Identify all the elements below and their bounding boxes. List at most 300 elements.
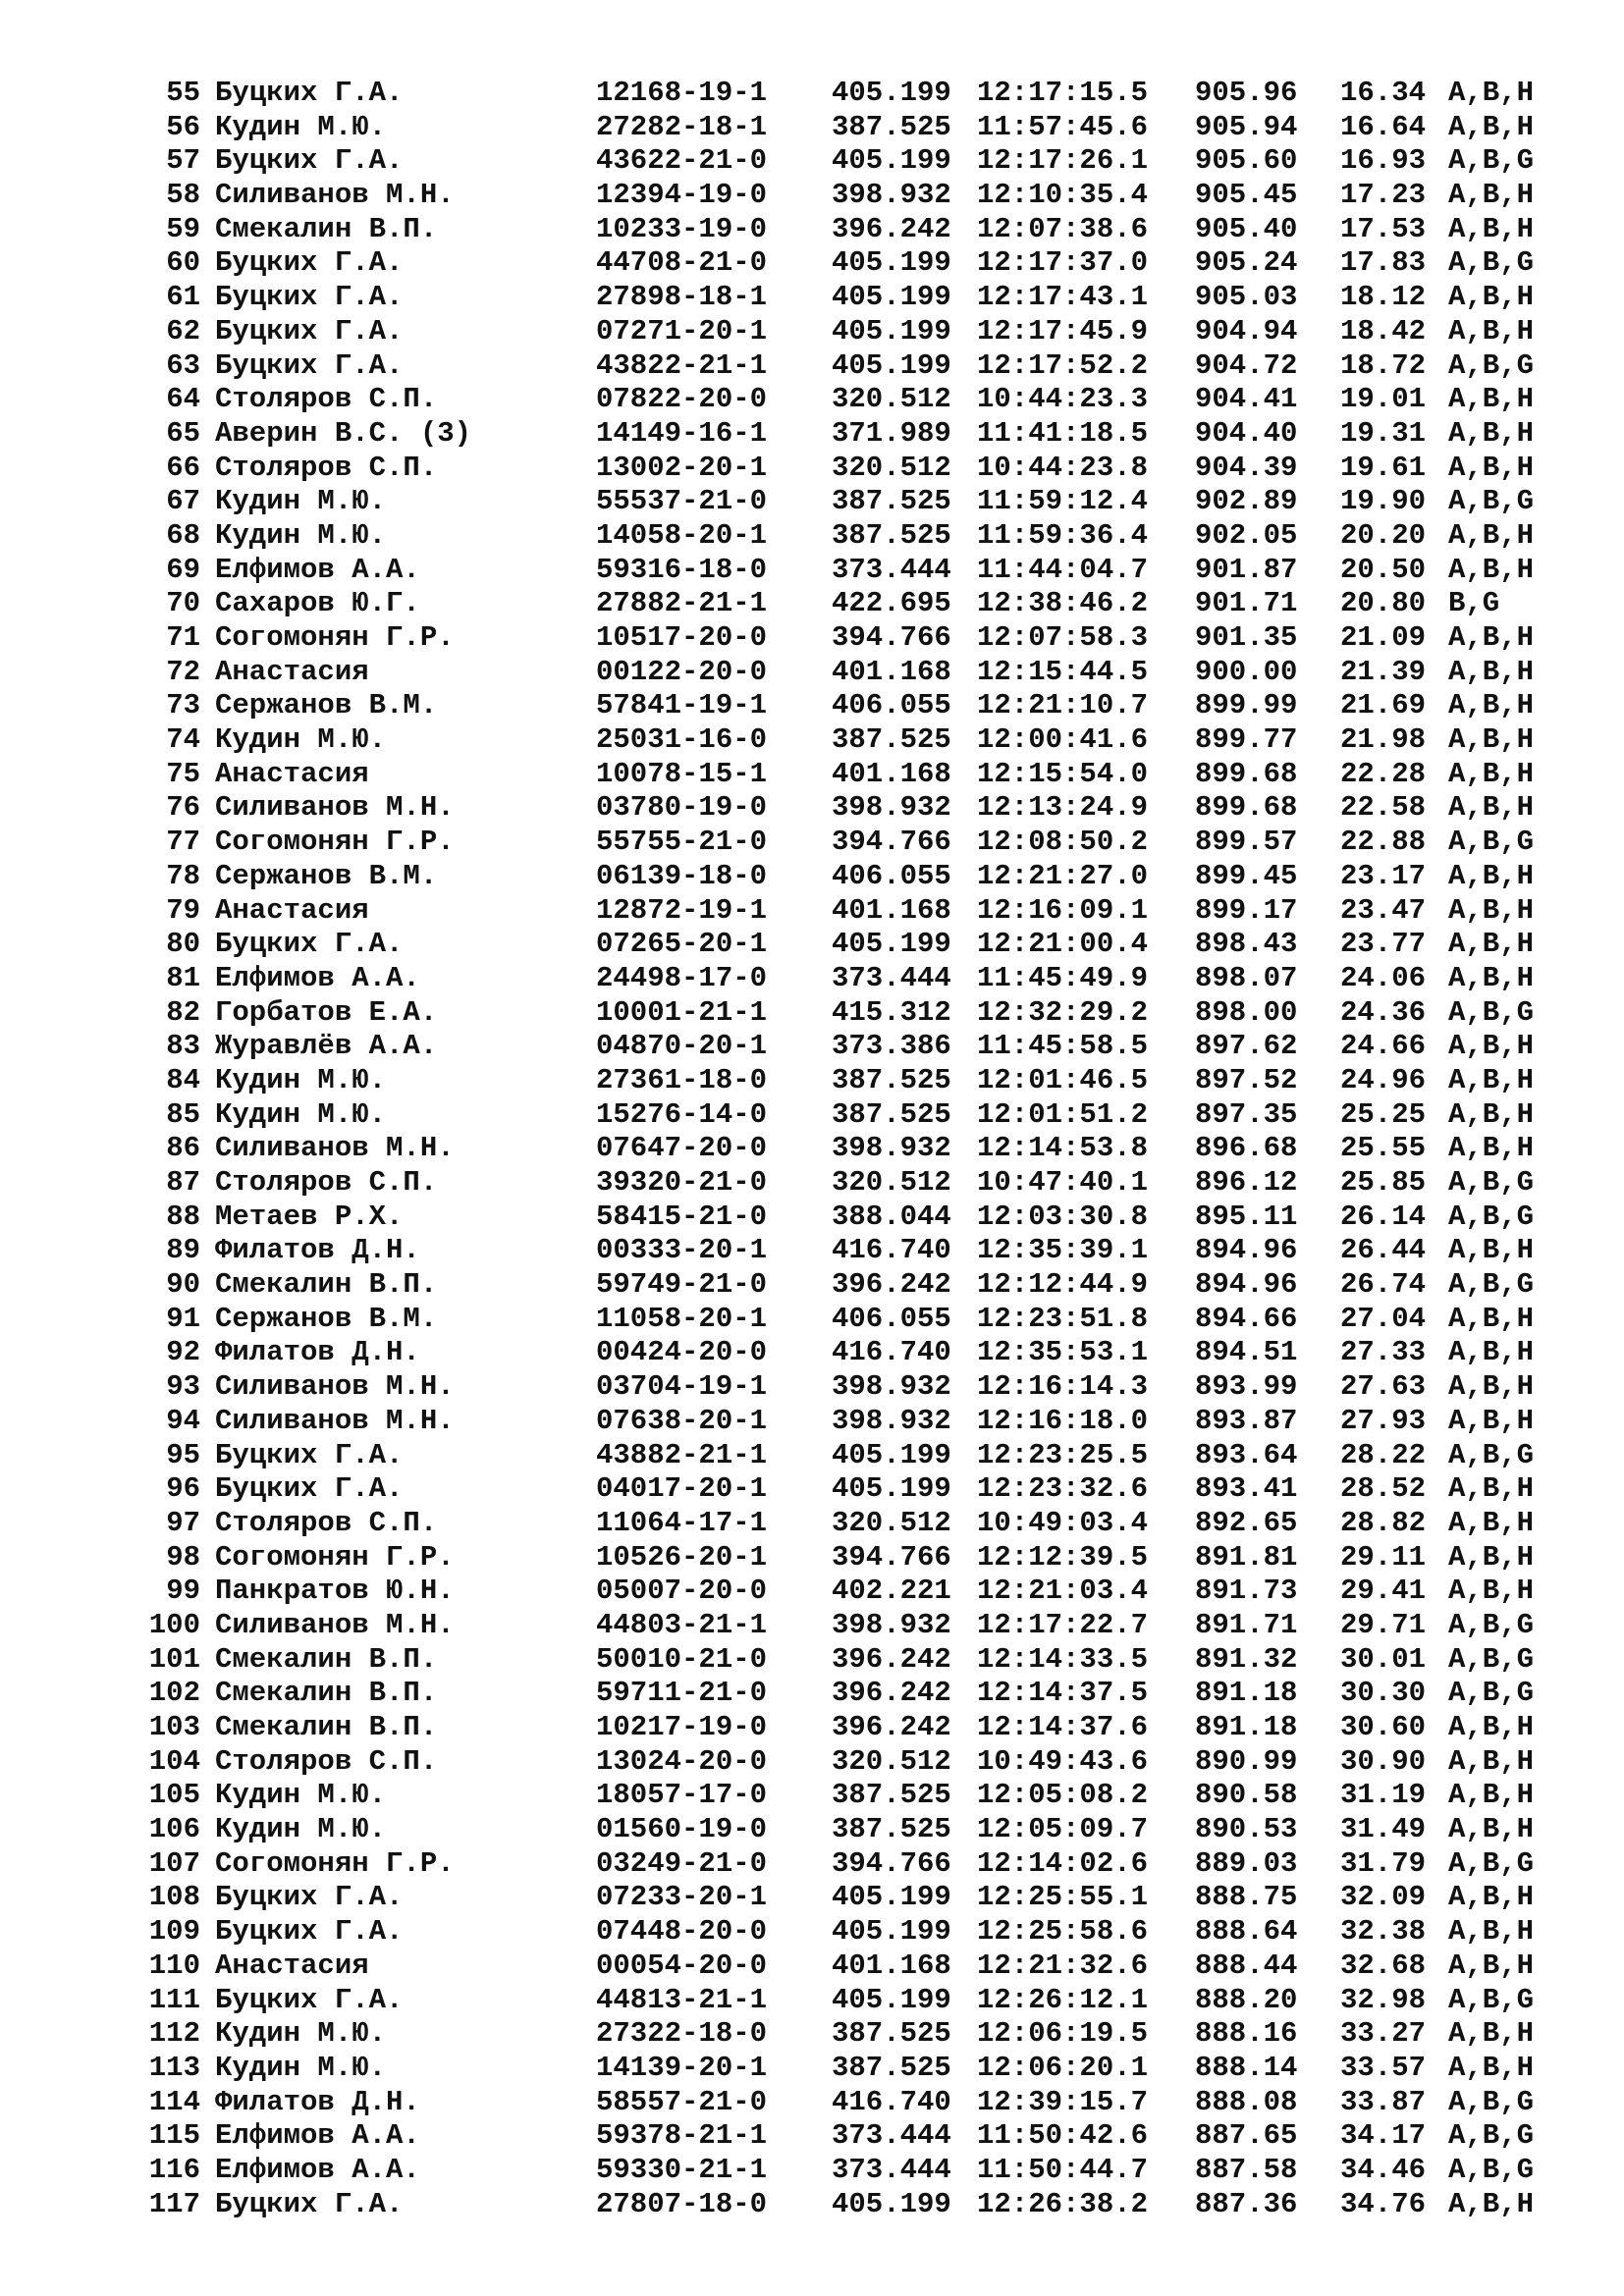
speed-value: 905.40 (1195, 212, 1298, 245)
fancier-name: Буцких Г.А. (215, 2187, 404, 2220)
coefficient-value: 29.11 (1340, 1540, 1427, 1574)
fancier-name: Буцких Г.А. (215, 144, 404, 178)
arrival-time: 11:50:42.6 (977, 2119, 1149, 2153)
arrival-time: 11:57:45.6 (977, 110, 1149, 143)
arrival-time: 12:35:39.1 (977, 1234, 1149, 1267)
coefficient-value: 31.49 (1340, 1813, 1427, 1846)
ring-number: 10001-21-1 (596, 995, 768, 1029)
coefficient-value: 30.30 (1340, 1677, 1427, 1710)
result-row (0, 1336, 1624, 1370)
ring-number: 06139-18-0 (596, 859, 768, 892)
result-row (0, 1166, 1624, 1201)
category-flags: A,B,H (1448, 1097, 1535, 1131)
place-number: 81 (166, 961, 200, 994)
fancier-name: Кудин М.Ю. (215, 2017, 387, 2051)
arrival-time: 12:25:58.6 (977, 1915, 1149, 1949)
ring-number: 13024-20-0 (596, 1744, 768, 1778)
speed-value: 891.18 (1195, 1711, 1298, 1743)
category-flags: A,B,G (1448, 826, 1535, 859)
distance-value: 320.512 (832, 1744, 951, 1778)
arrival-time: 11:45:58.5 (977, 1030, 1149, 1063)
category-flags: A,B,H (1448, 791, 1535, 825)
fancier-name: Журавлёв А.А. (215, 1030, 438, 1063)
speed-value: 905.60 (1195, 144, 1298, 178)
result-row (0, 962, 1624, 996)
result-row (0, 2154, 1624, 2188)
speed-value: 888.64 (1195, 1915, 1298, 1949)
category-flags: A,B,G (1448, 1166, 1535, 1199)
coefficient-value: 30.60 (1340, 1711, 1427, 1743)
place-number: 56 (166, 110, 200, 143)
fancier-name: Анастасия (215, 1949, 369, 1982)
fancier-name: Елфимов А.А. (215, 2153, 420, 2186)
fancier-name: Елфимов А.А. (215, 961, 420, 994)
distance-value: 387.525 (832, 1063, 951, 1096)
place-number: 69 (166, 553, 200, 586)
place-number: 94 (166, 1404, 200, 1437)
distance-value: 373.444 (832, 2119, 951, 2153)
place-number: 97 (166, 1506, 200, 1539)
result-row (0, 1303, 1624, 1337)
arrival-time: 12:14:02.6 (977, 1846, 1149, 1880)
arrival-time: 12:13:24.9 (977, 791, 1149, 825)
ring-number: 43822-21-1 (596, 348, 768, 382)
distance-value: 387.525 (832, 110, 951, 143)
fancier-name: Анастасия (215, 757, 369, 790)
fancier-name: Смекалин В.П. (215, 212, 438, 245)
fancier-name: Столяров С.П. (215, 451, 438, 484)
category-flags: A,B,G (1448, 1608, 1535, 1641)
arrival-time: 12:16:18.0 (977, 1404, 1149, 1437)
result-row (0, 179, 1624, 213)
distance-value: 405.199 (832, 928, 951, 961)
distance-value: 401.168 (832, 757, 951, 790)
coefficient-value: 16.93 (1340, 144, 1427, 178)
ring-number: 58557-21-0 (596, 2085, 768, 2118)
place-number: 115 (148, 2119, 200, 2153)
category-flags: A,B,H (1448, 928, 1535, 961)
ring-number: 01560-19-0 (596, 1813, 768, 1846)
ring-number: 12394-19-0 (596, 179, 768, 212)
arrival-time: 12:10:35.4 (977, 179, 1149, 212)
place-number: 87 (166, 1166, 200, 1199)
distance-value: 396.242 (832, 1642, 951, 1676)
coefficient-value: 32.98 (1340, 1983, 1427, 2016)
speed-value: 891.18 (1195, 1677, 1298, 1710)
fancier-name: Буцких Г.А. (215, 928, 404, 961)
result-row (0, 1575, 1624, 1609)
distance-value: 373.444 (832, 2153, 951, 2186)
arrival-time: 12:14:53.8 (977, 1132, 1149, 1165)
result-row (0, 1779, 1624, 1813)
fancier-name: Сержанов В.М. (215, 859, 438, 892)
place-number: 72 (166, 655, 200, 688)
coefficient-value: 19.31 (1340, 416, 1427, 450)
place-number: 63 (166, 348, 200, 382)
result-row (0, 2188, 1624, 2222)
speed-value: 889.03 (1195, 1846, 1298, 1880)
coefficient-value: 19.61 (1340, 451, 1427, 484)
category-flags: A,B,H (1448, 314, 1535, 347)
fancier-name: Кудин М.Ю. (215, 1813, 387, 1846)
arrival-time: 11:44:04.7 (977, 553, 1149, 586)
speed-value: 893.41 (1195, 1472, 1298, 1506)
place-number: 110 (148, 1949, 200, 1982)
ring-number: 07265-20-1 (596, 928, 768, 961)
place-number: 112 (148, 2017, 200, 2051)
coefficient-value: 18.12 (1340, 281, 1427, 314)
result-row (0, 519, 1624, 554)
speed-value: 901.71 (1195, 587, 1298, 620)
category-flags: A,B,H (1448, 1575, 1535, 1608)
place-number: 93 (166, 1370, 200, 1404)
result-row (0, 1472, 1624, 1507)
arrival-time: 12:39:15.7 (977, 2085, 1149, 2118)
arrival-time: 10:44:23.8 (977, 451, 1149, 484)
distance-value: 405.199 (832, 1472, 951, 1506)
place-number: 95 (166, 1438, 200, 1471)
result-row (0, 213, 1624, 247)
category-flags: A,B,H (1448, 961, 1535, 994)
ring-number: 55755-21-0 (596, 826, 768, 859)
coefficient-value: 34.46 (1340, 2153, 1427, 2186)
ring-number: 11064-17-1 (596, 1506, 768, 1539)
speed-value: 891.32 (1195, 1642, 1298, 1676)
place-number: 117 (148, 2187, 200, 2220)
place-number: 88 (166, 1200, 200, 1233)
arrival-time: 12:05:08.2 (977, 1779, 1149, 1812)
coefficient-value: 28.52 (1340, 1472, 1427, 1506)
category-flags: A,B,H (1448, 1949, 1535, 1982)
distance-value: 396.242 (832, 1677, 951, 1710)
distance-value: 401.168 (832, 1949, 951, 1982)
speed-value: 891.71 (1195, 1608, 1298, 1641)
coefficient-value: 17.53 (1340, 212, 1427, 245)
result-row (0, 1405, 1624, 1439)
ring-number: 00054-20-0 (596, 1949, 768, 1982)
ring-number: 43622-21-0 (596, 144, 768, 178)
fancier-name: Кудин М.Ю. (215, 485, 387, 518)
fancier-name: Силиванов М.Н. (215, 1370, 455, 1404)
distance-value: 405.199 (832, 144, 951, 178)
speed-value: 890.99 (1195, 1744, 1298, 1778)
fancier-name: Согомонян Г.Р. (215, 621, 455, 654)
fancier-name: Анастасия (215, 893, 369, 927)
fancier-name: Буцких Г.А. (215, 1915, 404, 1949)
place-number: 61 (166, 281, 200, 314)
fancier-name: Смекалин В.П. (215, 1268, 438, 1302)
speed-value: 899.68 (1195, 791, 1298, 825)
coefficient-value: 25.85 (1340, 1166, 1427, 1199)
ring-number: 07233-20-1 (596, 1881, 768, 1914)
result-row (0, 723, 1624, 758)
speed-value: 898.43 (1195, 928, 1298, 961)
coefficient-value: 22.28 (1340, 757, 1427, 790)
place-number: 75 (166, 757, 200, 790)
category-flags: A,B,G (1448, 1438, 1535, 1471)
distance-value: 405.199 (832, 1881, 951, 1914)
distance-value: 415.312 (832, 995, 951, 1029)
ring-number: 25031-16-0 (596, 723, 768, 757)
distance-value: 405.199 (832, 1915, 951, 1949)
speed-value: 899.45 (1195, 859, 1298, 892)
fancier-name: Горбатов Е.А. (215, 995, 438, 1029)
category-flags: A,B,G (1448, 1677, 1535, 1710)
coefficient-value: 31.19 (1340, 1779, 1427, 1812)
coefficient-value: 23.17 (1340, 859, 1427, 892)
category-flags: A,B,G (1448, 1983, 1535, 2016)
place-number: 107 (148, 1846, 200, 1880)
place-number: 116 (148, 2153, 200, 2186)
result-row (0, 1984, 1624, 2018)
coefficient-value: 18.42 (1340, 314, 1427, 347)
ring-number: 27361-18-0 (596, 1063, 768, 1096)
ring-number: 24498-17-0 (596, 961, 768, 994)
result-row (0, 1370, 1624, 1405)
ring-number: 04870-20-1 (596, 1030, 768, 1063)
distance-value: 422.695 (832, 587, 951, 620)
result-row (0, 77, 1624, 111)
fancier-name: Буцких Г.А. (215, 246, 404, 280)
distance-value: 405.199 (832, 1438, 951, 1471)
ring-number: 59316-18-0 (596, 553, 768, 586)
category-flags: A,B,H (1448, 893, 1535, 927)
place-number: 99 (166, 1575, 200, 1608)
ring-number: 27882-21-1 (596, 587, 768, 620)
category-flags: A,B,H (1448, 655, 1535, 688)
category-flags: A,B,G (1448, 1642, 1535, 1676)
place-number: 92 (166, 1336, 200, 1369)
fancier-name: Силиванов М.Н. (215, 1132, 455, 1165)
speed-value: 898.00 (1195, 995, 1298, 1029)
arrival-time: 12:23:51.8 (977, 1302, 1149, 1335)
ring-number: 10233-19-0 (596, 212, 768, 245)
result-row (0, 1132, 1624, 1166)
distance-value: 405.199 (832, 1983, 951, 2016)
ring-number: 03249-21-0 (596, 1846, 768, 1880)
place-number: 89 (166, 1234, 200, 1267)
result-row (0, 587, 1624, 621)
distance-value: 388.044 (832, 1200, 951, 1233)
fancier-name: Силиванов М.Н. (215, 179, 455, 212)
result-row (0, 860, 1624, 894)
speed-value: 898.07 (1195, 961, 1298, 994)
result-row (0, 1234, 1624, 1268)
fancier-name: Буцких Г.А. (215, 314, 404, 347)
ring-number: 59749-21-0 (596, 1268, 768, 1302)
fancier-name: Филатов Д.Н. (215, 1234, 420, 1267)
distance-value: 398.932 (832, 1370, 951, 1404)
fancier-name: Елфимов А.А. (215, 553, 420, 586)
result-row (0, 1098, 1624, 1133)
place-number: 113 (148, 2051, 200, 2084)
distance-value: 387.525 (832, 723, 951, 757)
arrival-time: 12:32:29.2 (977, 995, 1149, 1029)
ring-number: 58415-21-0 (596, 1200, 768, 1233)
place-number: 64 (166, 383, 200, 416)
coefficient-value: 20.50 (1340, 553, 1427, 586)
speed-value: 887.36 (1195, 2187, 1298, 2220)
distance-value: 402.221 (832, 1575, 951, 1608)
distance-value: 387.525 (832, 1813, 951, 1846)
coefficient-value: 24.66 (1340, 1030, 1427, 1063)
ring-number: 13002-20-1 (596, 451, 768, 484)
result-row (0, 1030, 1624, 1064)
distance-value: 405.199 (832, 77, 951, 109)
distance-value: 416.740 (832, 2085, 951, 2118)
arrival-time: 12:15:44.5 (977, 655, 1149, 688)
speed-value: 897.35 (1195, 1097, 1298, 1131)
result-row (0, 928, 1624, 962)
result-row (0, 1847, 1624, 1882)
result-row (0, 1881, 1624, 1915)
result-row (0, 1064, 1624, 1098)
fancier-name: Буцких Г.А. (215, 348, 404, 382)
place-number: 66 (166, 451, 200, 484)
speed-value: 902.05 (1195, 518, 1298, 552)
arrival-time: 12:21:10.7 (977, 689, 1149, 722)
category-flags: A,B,H (1448, 1370, 1535, 1404)
category-flags: A,B,H (1448, 110, 1535, 143)
category-flags: A,B,H (1448, 1302, 1535, 1335)
place-number: 102 (148, 1677, 200, 1710)
distance-value: 387.525 (832, 518, 951, 552)
fancier-name: Метаев Р.Х. (215, 1200, 404, 1233)
speed-value: 888.44 (1195, 1949, 1298, 1982)
ring-number: 00424-20-0 (596, 1336, 768, 1369)
ring-number: 00333-20-1 (596, 1234, 768, 1267)
ring-number: 12872-19-1 (596, 893, 768, 927)
category-flags: A,B,G (1448, 144, 1535, 178)
fancier-name: Филатов Д.Н. (215, 1336, 420, 1369)
category-flags: A,B,H (1448, 179, 1535, 212)
category-flags: A,B,H (1448, 689, 1535, 722)
distance-value: 320.512 (832, 1506, 951, 1539)
distance-value: 405.199 (832, 348, 951, 382)
coefficient-value: 34.76 (1340, 2187, 1427, 2220)
place-number: 105 (148, 1779, 200, 1812)
category-flags: A,B,H (1448, 1881, 1535, 1914)
arrival-time: 12:03:30.8 (977, 1200, 1149, 1233)
arrival-time: 12:21:00.4 (977, 928, 1149, 961)
speed-value: 904.39 (1195, 451, 1298, 484)
coefficient-value: 21.39 (1340, 655, 1427, 688)
arrival-time: 12:14:33.5 (977, 1642, 1149, 1676)
category-flags: A,B,H (1448, 2051, 1535, 2084)
fancier-name: Панкратов Ю.Н. (215, 1575, 455, 1608)
arrival-time: 12:17:52.2 (977, 348, 1149, 382)
place-number: 98 (166, 1540, 200, 1574)
arrival-time: 12:00:41.6 (977, 723, 1149, 757)
speed-value: 897.52 (1195, 1063, 1298, 1096)
ring-number: 14149-16-1 (596, 416, 768, 450)
fancier-name: Филатов Д.Н. (215, 2085, 420, 2118)
fancier-name: Буцких Г.А. (215, 1983, 404, 2016)
distance-value: 396.242 (832, 1268, 951, 1302)
coefficient-value: 21.69 (1340, 689, 1427, 722)
result-row (0, 689, 1624, 723)
arrival-time: 12:07:58.3 (977, 621, 1149, 654)
result-row (0, 1609, 1624, 1643)
category-flags: A,B,G (1448, 485, 1535, 518)
coefficient-value: 24.36 (1340, 995, 1427, 1029)
ring-number: 11058-20-1 (596, 1302, 768, 1335)
result-row (0, 791, 1624, 826)
arrival-time: 11:59:12.4 (977, 485, 1149, 518)
speed-value: 894.96 (1195, 1234, 1298, 1267)
coefficient-value: 30.90 (1340, 1744, 1427, 1778)
coefficient-value: 29.71 (1340, 1608, 1427, 1641)
arrival-time: 11:45:49.9 (977, 961, 1149, 994)
fancier-name: Кудин М.Ю. (215, 1779, 387, 1812)
result-row (0, 621, 1624, 656)
fancier-name: Кудин М.Ю. (215, 518, 387, 552)
category-flags: A,B,H (1448, 2017, 1535, 2051)
ring-number: 27322-18-0 (596, 2017, 768, 2051)
place-number: 84 (166, 1063, 200, 1096)
distance-value: 320.512 (832, 383, 951, 416)
speed-value: 895.11 (1195, 1200, 1298, 1233)
fancier-name: Сержанов В.М. (215, 1302, 438, 1335)
place-number: 109 (148, 1915, 200, 1949)
arrival-time: 12:06:19.5 (977, 2017, 1149, 2051)
arrival-time: 12:25:55.1 (977, 1881, 1149, 1914)
speed-value: 896.12 (1195, 1166, 1298, 1199)
arrival-time: 11:59:36.4 (977, 518, 1149, 552)
result-row (0, 2017, 1624, 2052)
speed-value: 892.65 (1195, 1506, 1298, 1539)
fancier-name: Смекалин В.П. (215, 1711, 438, 1743)
fancier-name: Согомонян Г.Р. (215, 826, 455, 859)
category-flags: A,B,H (1448, 1506, 1535, 1539)
place-number: 58 (166, 179, 200, 212)
category-flags: A,B,H (1448, 1744, 1535, 1778)
coefficient-value: 28.82 (1340, 1506, 1427, 1539)
distance-value: 406.055 (832, 689, 951, 722)
fancier-name: Согомонян Г.Р. (215, 1846, 455, 1880)
arrival-time: 12:23:25.5 (977, 1438, 1149, 1471)
coefficient-value: 22.58 (1340, 791, 1427, 825)
ring-number: 27282-18-1 (596, 110, 768, 143)
result-row (0, 144, 1624, 179)
coefficient-value: 32.09 (1340, 1881, 1427, 1914)
fancier-name: Согомонян Г.Р. (215, 1540, 455, 1574)
fancier-name: Буцких Г.А. (215, 1881, 404, 1914)
place-number: 70 (166, 587, 200, 620)
category-flags: A,B,H (1448, 2187, 1535, 2220)
result-row (0, 1201, 1624, 1235)
result-row (0, 1439, 1624, 1473)
ring-number: 27898-18-1 (596, 281, 768, 314)
speed-value: 897.62 (1195, 1030, 1298, 1063)
place-number: 76 (166, 791, 200, 825)
distance-value: 405.199 (832, 2187, 951, 2220)
place-number: 91 (166, 1302, 200, 1335)
result-row (0, 349, 1624, 384)
arrival-time: 12:38:46.2 (977, 587, 1149, 620)
category-flags: A,B,H (1448, 518, 1535, 552)
category-flags: A,B,H (1448, 553, 1535, 586)
coefficient-value: 25.25 (1340, 1097, 1427, 1131)
speed-value: 894.66 (1195, 1302, 1298, 1335)
speed-value: 904.94 (1195, 314, 1298, 347)
arrival-time: 10:44:23.3 (977, 383, 1149, 416)
category-flags: A,B,H (1448, 451, 1535, 484)
category-flags: A,B,H (1448, 1540, 1535, 1574)
coefficient-value: 33.57 (1340, 2051, 1427, 2084)
fancier-name: Кудин М.Ю. (215, 1063, 387, 1096)
fancier-name: Сержанов В.М. (215, 689, 438, 722)
